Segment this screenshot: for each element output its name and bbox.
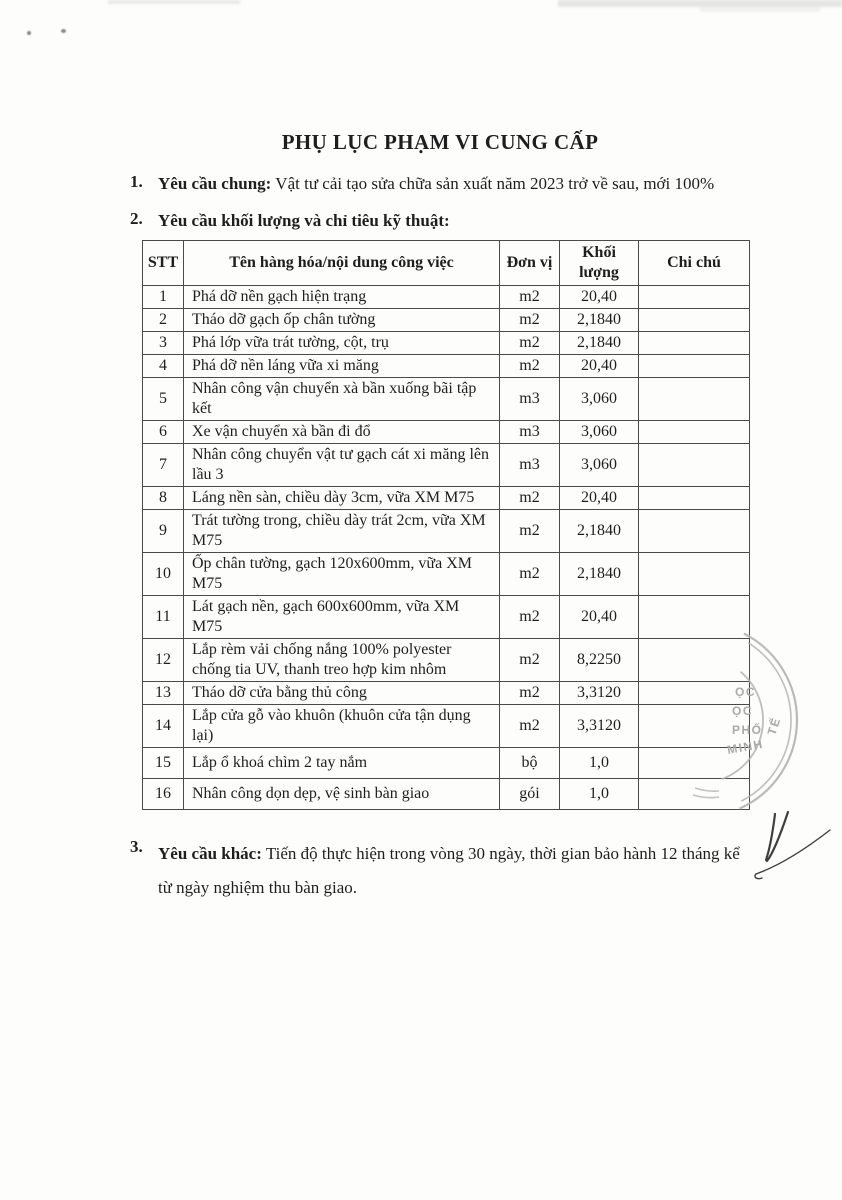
cell-unit: m2 bbox=[500, 286, 560, 309]
cell-unit: m2 bbox=[500, 510, 560, 553]
cell-stt: 5 bbox=[143, 378, 184, 421]
cell-stt: 7 bbox=[143, 444, 184, 487]
cell-stt: 14 bbox=[143, 705, 184, 748]
cell-note bbox=[639, 639, 750, 682]
cell-unit: m2 bbox=[500, 553, 560, 596]
cell-qty: 2,1840 bbox=[560, 309, 639, 332]
cell-qty: 2,1840 bbox=[560, 510, 639, 553]
table-header-row bbox=[143, 241, 750, 286]
cell-qty: 20,40 bbox=[560, 487, 639, 510]
section-quantity-specs bbox=[130, 209, 770, 234]
table-row bbox=[143, 596, 750, 639]
cell-note bbox=[639, 705, 750, 748]
cell-stt: 11 bbox=[143, 596, 184, 639]
col-header-unit: Đơn vị bbox=[500, 241, 560, 286]
section-body bbox=[158, 209, 770, 234]
cell-stt: 3 bbox=[143, 332, 184, 355]
cell-note bbox=[639, 355, 750, 378]
cell-note bbox=[639, 378, 750, 421]
cell-stt: 2 bbox=[143, 309, 184, 332]
table-row bbox=[143, 705, 750, 748]
section-number: 2. bbox=[130, 208, 143, 228]
stamp-text-line: PHỐ bbox=[732, 723, 763, 737]
col-header-name: Tên hàng hóa/nội dung công việc bbox=[184, 241, 500, 286]
cell-unit: m2 bbox=[500, 332, 560, 355]
cell-name: Trát tường trong, chiều dày trát 2cm, vữa XM M75 bbox=[184, 510, 500, 553]
table-row bbox=[143, 444, 750, 487]
scan-speck bbox=[27, 31, 31, 35]
cell-note bbox=[639, 444, 750, 487]
cell-unit: m2 bbox=[500, 596, 560, 639]
stamp-text-line: ỌC bbox=[732, 704, 753, 718]
table-row bbox=[143, 487, 750, 510]
cell-note bbox=[639, 286, 750, 309]
cell-stt: 8 bbox=[143, 487, 184, 510]
cell-name: Lắp cửa gỗ vào khuôn (khuôn cửa tận dụng lại) bbox=[184, 705, 500, 748]
table-row bbox=[143, 510, 750, 553]
cell-name: Nhân công chuyển vật tư gạch cát xi măng lên lầu 3 bbox=[184, 444, 500, 487]
section-label: Yêu cầu khác: bbox=[158, 844, 262, 864]
cell-qty: 20,40 bbox=[560, 355, 639, 378]
col-header-note: Chi chú bbox=[639, 241, 750, 286]
cell-stt: 6 bbox=[143, 421, 184, 444]
cell-unit: m2 bbox=[500, 705, 560, 748]
cell-note bbox=[639, 510, 750, 553]
cell-qty: 1,0 bbox=[560, 748, 639, 779]
cell-note bbox=[639, 748, 750, 779]
cell-stt: 16 bbox=[143, 779, 184, 810]
scan-smudge bbox=[700, 7, 820, 12]
cell-name: Lắp ổ khoá chìm 2 tay nắm bbox=[184, 748, 500, 779]
cell-qty: 3,3120 bbox=[560, 705, 639, 748]
scan-smudge bbox=[558, 0, 842, 7]
cell-name: Phá dỡ nền gạch hiện trạng bbox=[184, 286, 500, 309]
section-number: 1. bbox=[130, 172, 143, 191]
cell-unit: m3 bbox=[500, 421, 560, 444]
cell-qty: 2,1840 bbox=[560, 332, 639, 355]
page-title: PHỤ LỤC PHẠM VI CUNG CẤP bbox=[281, 130, 599, 154]
cell-unit: m2 bbox=[500, 682, 560, 705]
cell-qty: 20,40 bbox=[560, 286, 639, 309]
section-text: Vật tư cải tạo sửa chữa sản xuất năm 2023 trở về sau, mới 100% bbox=[271, 174, 715, 193]
scan-speck bbox=[61, 29, 66, 33]
cell-stt: 1 bbox=[143, 286, 184, 309]
cell-note bbox=[639, 682, 750, 705]
section-body bbox=[158, 172, 770, 197]
table-row bbox=[143, 286, 750, 309]
cell-name: Lát gạch nền, gạch 600x600mm, vữa XM M75 bbox=[184, 596, 500, 639]
col-header-qty: Khối lượng bbox=[560, 241, 639, 286]
stamp-text-line: MINH bbox=[726, 736, 765, 757]
cell-note bbox=[639, 332, 750, 355]
cell-qty: 3,060 bbox=[560, 444, 639, 487]
cell-name: Nhân công vận chuyển xà bần xuống bãi tập kết bbox=[184, 378, 500, 421]
cell-unit: gói bbox=[500, 779, 560, 810]
cell-unit: m3 bbox=[500, 444, 560, 487]
table-row bbox=[143, 421, 750, 444]
cell-unit: m3 bbox=[500, 378, 560, 421]
cell-stt: 4 bbox=[143, 355, 184, 378]
cell-name: Nhân công dọn dẹp, vệ sinh bàn giao bbox=[184, 779, 500, 810]
cell-name: Tháo dỡ cửa bằng thủ công bbox=[184, 682, 500, 705]
cell-note bbox=[639, 553, 750, 596]
cell-name: Xe vận chuyển xà bần đi đổ bbox=[184, 421, 500, 444]
table-row bbox=[143, 779, 750, 810]
table-row bbox=[143, 332, 750, 355]
cell-note bbox=[639, 487, 750, 510]
stamp-text-side: TẾ bbox=[764, 715, 784, 737]
section-body bbox=[158, 837, 750, 905]
cell-name: Ốp chân tường, gạch 120x600mm, vữa XM M75 bbox=[184, 553, 500, 596]
table-row bbox=[143, 378, 750, 421]
cell-qty: 3,060 bbox=[560, 421, 639, 444]
section-text: Tiến độ thực hiện trong vòng 30 ngày, thời gian bảo hành 12 tháng kể từ ngày nghiệm thu bàn giao. bbox=[158, 844, 740, 898]
cell-note bbox=[639, 779, 750, 810]
section-number: 3. bbox=[130, 837, 143, 857]
scan-smudge bbox=[108, 0, 240, 4]
stamp-text-line: ỌC bbox=[735, 685, 756, 699]
cell-note bbox=[639, 309, 750, 332]
section-general-requirement bbox=[130, 172, 770, 197]
cell-unit: m2 bbox=[500, 309, 560, 332]
table-row bbox=[143, 748, 750, 779]
supply-table bbox=[142, 240, 750, 810]
cell-unit: m2 bbox=[500, 355, 560, 378]
table-row bbox=[143, 309, 750, 332]
cell-name: Láng nền sàn, chiều dày 3cm, vữa XM M75 bbox=[184, 487, 500, 510]
cell-stt: 13 bbox=[143, 682, 184, 705]
cell-name: Tháo dỡ gạch ốp chân tường bbox=[184, 309, 500, 332]
table-row bbox=[143, 682, 750, 705]
cell-name: Phá dỡ nền láng vữa xi măng bbox=[184, 355, 500, 378]
section-other-requirement bbox=[130, 837, 770, 905]
cell-note bbox=[639, 421, 750, 444]
cell-unit: m2 bbox=[500, 639, 560, 682]
cell-stt: 15 bbox=[143, 748, 184, 779]
cell-name: Phá lớp vữa trát tường, cột, trụ bbox=[184, 332, 500, 355]
section-label: Yêu cầu khối lượng và chỉ tiêu kỹ thuật: bbox=[158, 210, 450, 230]
cell-qty: 3,3120 bbox=[560, 682, 639, 705]
cell-stt: 9 bbox=[143, 510, 184, 553]
cell-qty: 3,060 bbox=[560, 378, 639, 421]
table-row bbox=[143, 639, 750, 682]
table-row bbox=[143, 355, 750, 378]
table-row bbox=[143, 553, 750, 596]
cell-qty: 8,2250 bbox=[560, 639, 639, 682]
cell-qty: 2,1840 bbox=[560, 553, 639, 596]
cell-note bbox=[639, 596, 750, 639]
cell-name: Lắp rèm vải chống nắng 100% polyester chống tia UV, thanh treo hợp kim nhôm bbox=[184, 639, 500, 682]
cell-qty: 1,0 bbox=[560, 779, 639, 810]
cell-unit: m2 bbox=[500, 487, 560, 510]
section-label: Yêu cầu chung: bbox=[158, 174, 272, 193]
col-header-stt: STT bbox=[143, 241, 184, 286]
cell-unit: bộ bbox=[500, 748, 560, 779]
cell-stt: 12 bbox=[143, 639, 184, 682]
cell-qty: 20,40 bbox=[560, 596, 639, 639]
cell-stt: 10 bbox=[143, 553, 184, 596]
